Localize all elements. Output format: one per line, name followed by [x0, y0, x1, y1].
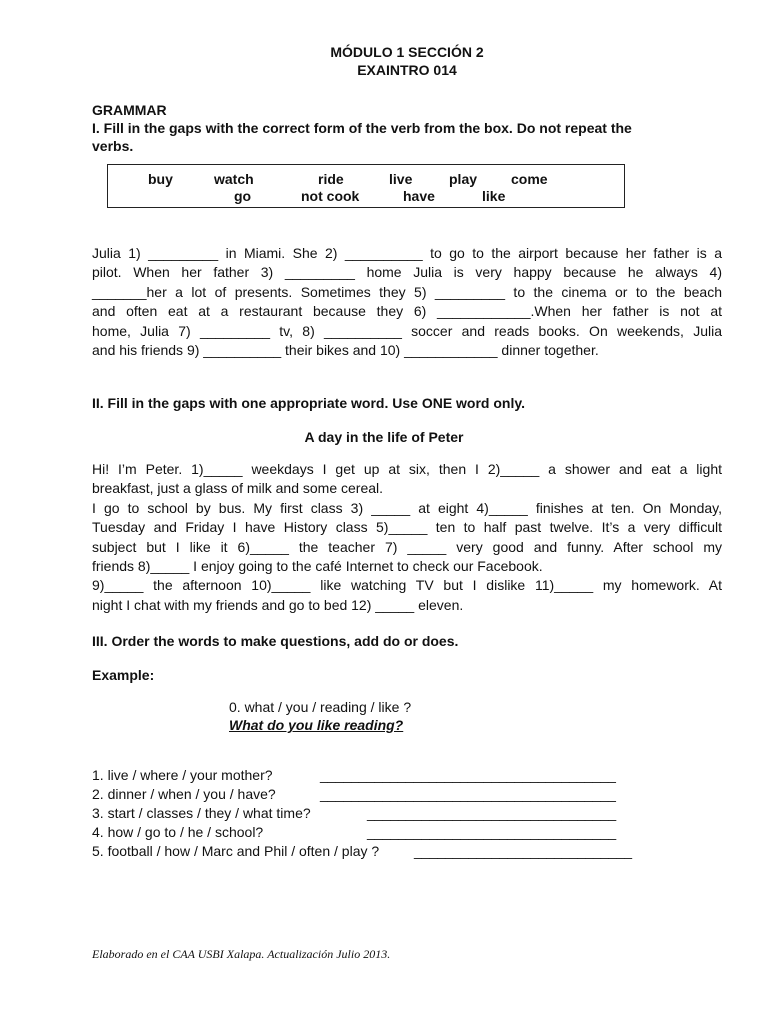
question-prompt: 2. dinner / when / you / have? — [92, 786, 276, 802]
text-line: subject but I like it 6)_____ the teacher 7) _____ very good and funny. After school my — [92, 538, 722, 555]
verb-item: watch — [214, 171, 254, 187]
verb-item: go — [234, 188, 252, 204]
question-prompt: 1. live / where / your mother? — [92, 767, 273, 783]
module-title: MÓDULO 1 SECCIÓN 2 — [330, 44, 484, 60]
verb-item: ride — [318, 171, 344, 187]
answer-blank: ______________________________________ — [320, 767, 616, 783]
text-line: friends 8)_____ I enjoy going to the café Internet to check our Facebook. — [92, 558, 543, 575]
verb-item: buy — [148, 171, 173, 187]
text-line: home, Julia 7) _________ tv, 8) __________ soccer and reads books. On weekends, Julia — [92, 322, 722, 339]
section1-instruction-line1: I. Fill in the gaps with the correct form of the verb from the box. Do not repeat the — [92, 120, 632, 136]
text-line: Julia 1) _________ in Miami. She 2) __________ to go to the airport because her father is a — [92, 245, 722, 261]
text-line: 9)_____ the afternoon 10)_____ like watching TV but I dislike 11)_____ my homework. At — [92, 577, 722, 594]
question-prompt: 3. start / classes / they / what time? — [92, 805, 311, 821]
text-line: breakfast, just a glass of milk and some cereal. — [92, 480, 384, 497]
text-line: Tuesday and Friday I have History class 5)_____ ten to half past twelve. It’s a very difficult — [92, 519, 722, 536]
example-answer: What do you like reading? — [229, 717, 404, 733]
footer-note: Elaborado en el CAA USBI Xalapa. Actualización Julio 2013. — [92, 947, 391, 961]
text-line: _______her a lot of presents. Sometimes they 5) _________ to the cinema or to the beach — [92, 283, 722, 300]
section3-instruction: III. Order the words to make questions, add do or does. — [92, 633, 459, 649]
answer-blank: ________________________________ — [367, 824, 617, 840]
verb-item: come — [511, 171, 548, 187]
text-line: and often eat at a restaurant because they 6) ____________.When her father is not at — [92, 303, 722, 320]
verb-item: like — [482, 188, 506, 204]
answer-blank: ________________________________ — [367, 805, 617, 821]
text-line: and his friends 9) __________ their bikes and 10) ____________ dinner together. — [92, 342, 599, 359]
answer-blank: ______________________________________ — [320, 786, 616, 802]
example-label: Example: — [92, 667, 155, 683]
question-prompt: 4. how / go to / he / school? — [92, 824, 264, 840]
verb-box — [107, 164, 625, 208]
answer-blank: ____________________________ — [414, 843, 633, 859]
text-line: night I chat with my friends and go to bed 12) _____ eleven. — [92, 596, 464, 613]
story-title: A day in the life of Peter — [304, 429, 464, 445]
grammar-heading: GRAMMAR — [92, 102, 167, 118]
question-prompt: 5. football / how / Marc and Phil / often / play ? — [92, 843, 380, 859]
text-line: I go to school by bus. My first class 3) _____ at eight 4)_____ finishes at ten. On Monday, — [92, 499, 722, 516]
text-line: Hi! I’m Peter. 1)_____ weekdays I get up at six, then I 2)_____ a shower and eat a light — [92, 461, 722, 477]
worksheet-header — [92, 40, 722, 155]
verb-item: have — [403, 188, 435, 204]
text-line: pilot. When her father 3) _________ home Julia is very happy because he always 4) — [92, 264, 722, 281]
verb-item: live — [389, 171, 413, 187]
section2-instruction: II. Fill in the gaps with one appropriate word. Use ONE word only. — [92, 395, 526, 411]
exam-code: EXAINTRO 014 — [357, 62, 457, 78]
verb-item: not cook — [301, 188, 360, 204]
section2-text — [92, 460, 722, 615]
example-prompt: 0. what / you / reading / like ? — [229, 699, 412, 715]
verb-item: play — [449, 171, 478, 187]
section1-instruction-line2: verbs. — [92, 138, 134, 154]
section1-text — [92, 244, 722, 360]
